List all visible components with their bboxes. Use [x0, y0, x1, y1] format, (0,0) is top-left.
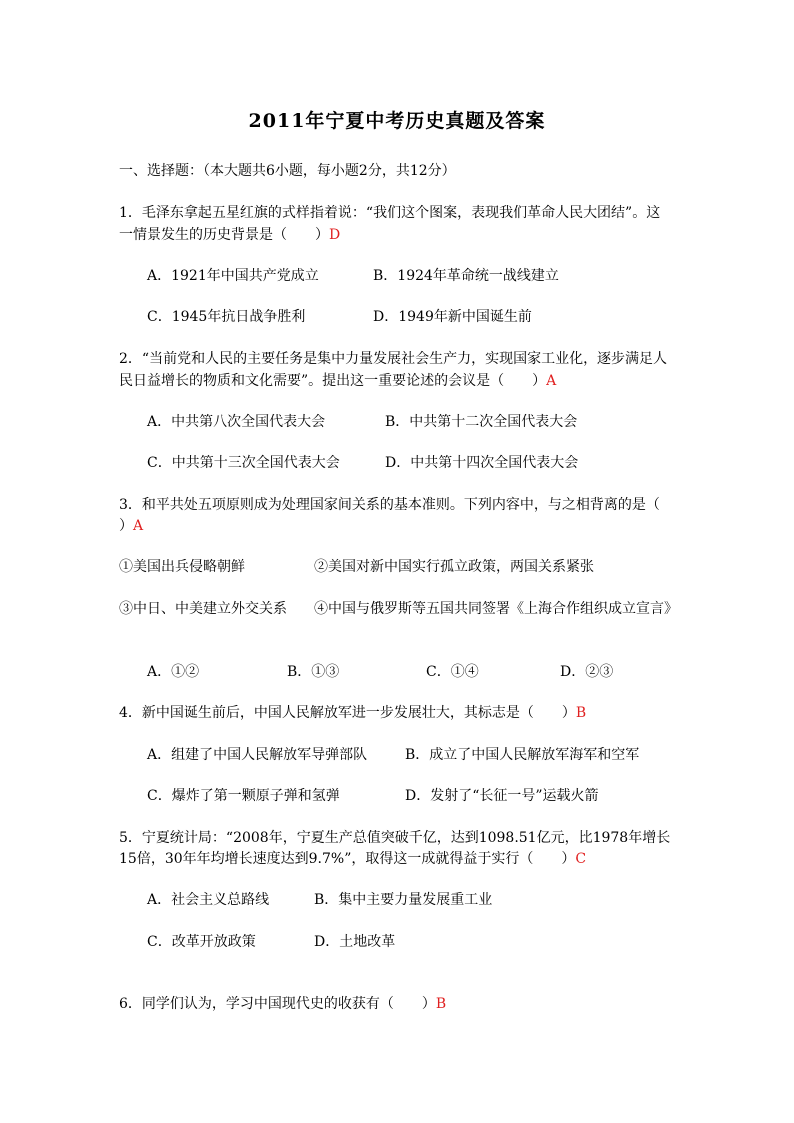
q2-option-c: C．中共第十三次全国代表大会 — [147, 455, 340, 471]
q3-item-2: ②美国对新中国实行孤立政策，两国关系紧张 — [314, 559, 594, 575]
q3-answer: A — [133, 518, 144, 534]
q3-option-d: D．②③ — [560, 664, 614, 680]
q3-item-3: ③中日、中美建立外交关系 — [119, 601, 287, 617]
q5-option-a: A．社会主义总路线 — [147, 892, 270, 908]
q2-option-b: B．中共第十二次全国代表大会 — [385, 414, 578, 430]
q5-option-c: C．改革开放政策 — [147, 934, 256, 950]
q3-option-c: C．①④ — [426, 664, 479, 680]
page-title: 2011年宁夏中考历史真题及答案 — [248, 110, 546, 132]
q3-option-a: A．①② — [147, 664, 200, 680]
q1-stem-line-1: 1．毛泽东拿起五星红旗的式样指着说：“我们这个图案，表现我们革命人民大团结”。这 — [119, 205, 661, 221]
q1-option-b: B．1924年革命统一战线建立 — [373, 268, 559, 284]
q1-stem-line-2: 一情景发生的历史背景是（ ）D — [119, 227, 341, 243]
q4-option-c: C．爆炸了第一颗原子弹和氢弹 — [147, 788, 340, 804]
q4-stem: 4．新中国诞生前后，中国人民解放军进一步发展壮大，其标志是（ ）B — [119, 705, 587, 721]
q3-item-1: ①美国出兵侵略朝鲜 — [119, 559, 245, 575]
q3-stem-line-2: ）A — [119, 518, 144, 534]
q4-answer: B — [575, 705, 587, 721]
q5-option-d: D．土地改革 — [314, 934, 396, 950]
q5-stem-line-1: 5．宁夏统计局：“2008年，宁夏生产总值突破千亿，达到1098.51亿元，比1978年增长 — [119, 830, 671, 846]
q2-option-d: D．中共第十四次全国代表大会 — [385, 455, 579, 471]
q5-stem-line-2: 15倍，30年年均增长速度达到9.7%”，取得这一成就得益于实行（ ）C — [119, 851, 587, 867]
q3-option-b: B．①③ — [287, 664, 340, 680]
q1-option-c: C．1945年抗日战争胜利 — [147, 309, 306, 325]
q6-stem: 6．同学们认为，学习中国现代史的收获有（ ）B — [119, 996, 447, 1012]
section-heading: 一、选择题：（本大题共6小题，每小题2分，共12分） — [119, 163, 456, 179]
q2-stem-line-2: 民日益增长的物质和文化需要”。提出这一重要论述的会议是（ ）A — [119, 373, 557, 389]
q5-answer: C — [575, 851, 587, 867]
q6-answer: B — [435, 996, 447, 1012]
q2-stem-line-1: 2．“当前党和人民的主要任务是集中力量发展社会生产力，实现国家工业化，逐步满足人 — [119, 351, 668, 367]
q5-option-b: B．集中主要力量发展重工业 — [314, 892, 493, 908]
q2-answer: A — [546, 373, 557, 389]
q4-option-d: D．发射了“长征一号”运载火箭 — [405, 788, 599, 804]
q4-option-a: A．组建了中国人民解放军导弹部队 — [147, 747, 368, 763]
q3-item-4: ④中国与俄罗斯等五国共同签署《上海合作组织成立宣言》 — [314, 601, 678, 617]
q1-option-d: D．1949年新中国诞生前 — [373, 309, 532, 325]
q1-answer: D — [329, 227, 341, 243]
q3-stem-line-1: 3．和平共处五项原则成为处理国家间关系的基本准则。下列内容中，与之相背离的是（ — [119, 497, 660, 513]
q1-option-a: A．1921年中国共产党成立 — [147, 268, 319, 284]
q4-option-b: B．成立了中国人民解放军海军和空军 — [405, 747, 640, 763]
q2-option-a: A．中共第八次全国代表大会 — [147, 414, 326, 430]
